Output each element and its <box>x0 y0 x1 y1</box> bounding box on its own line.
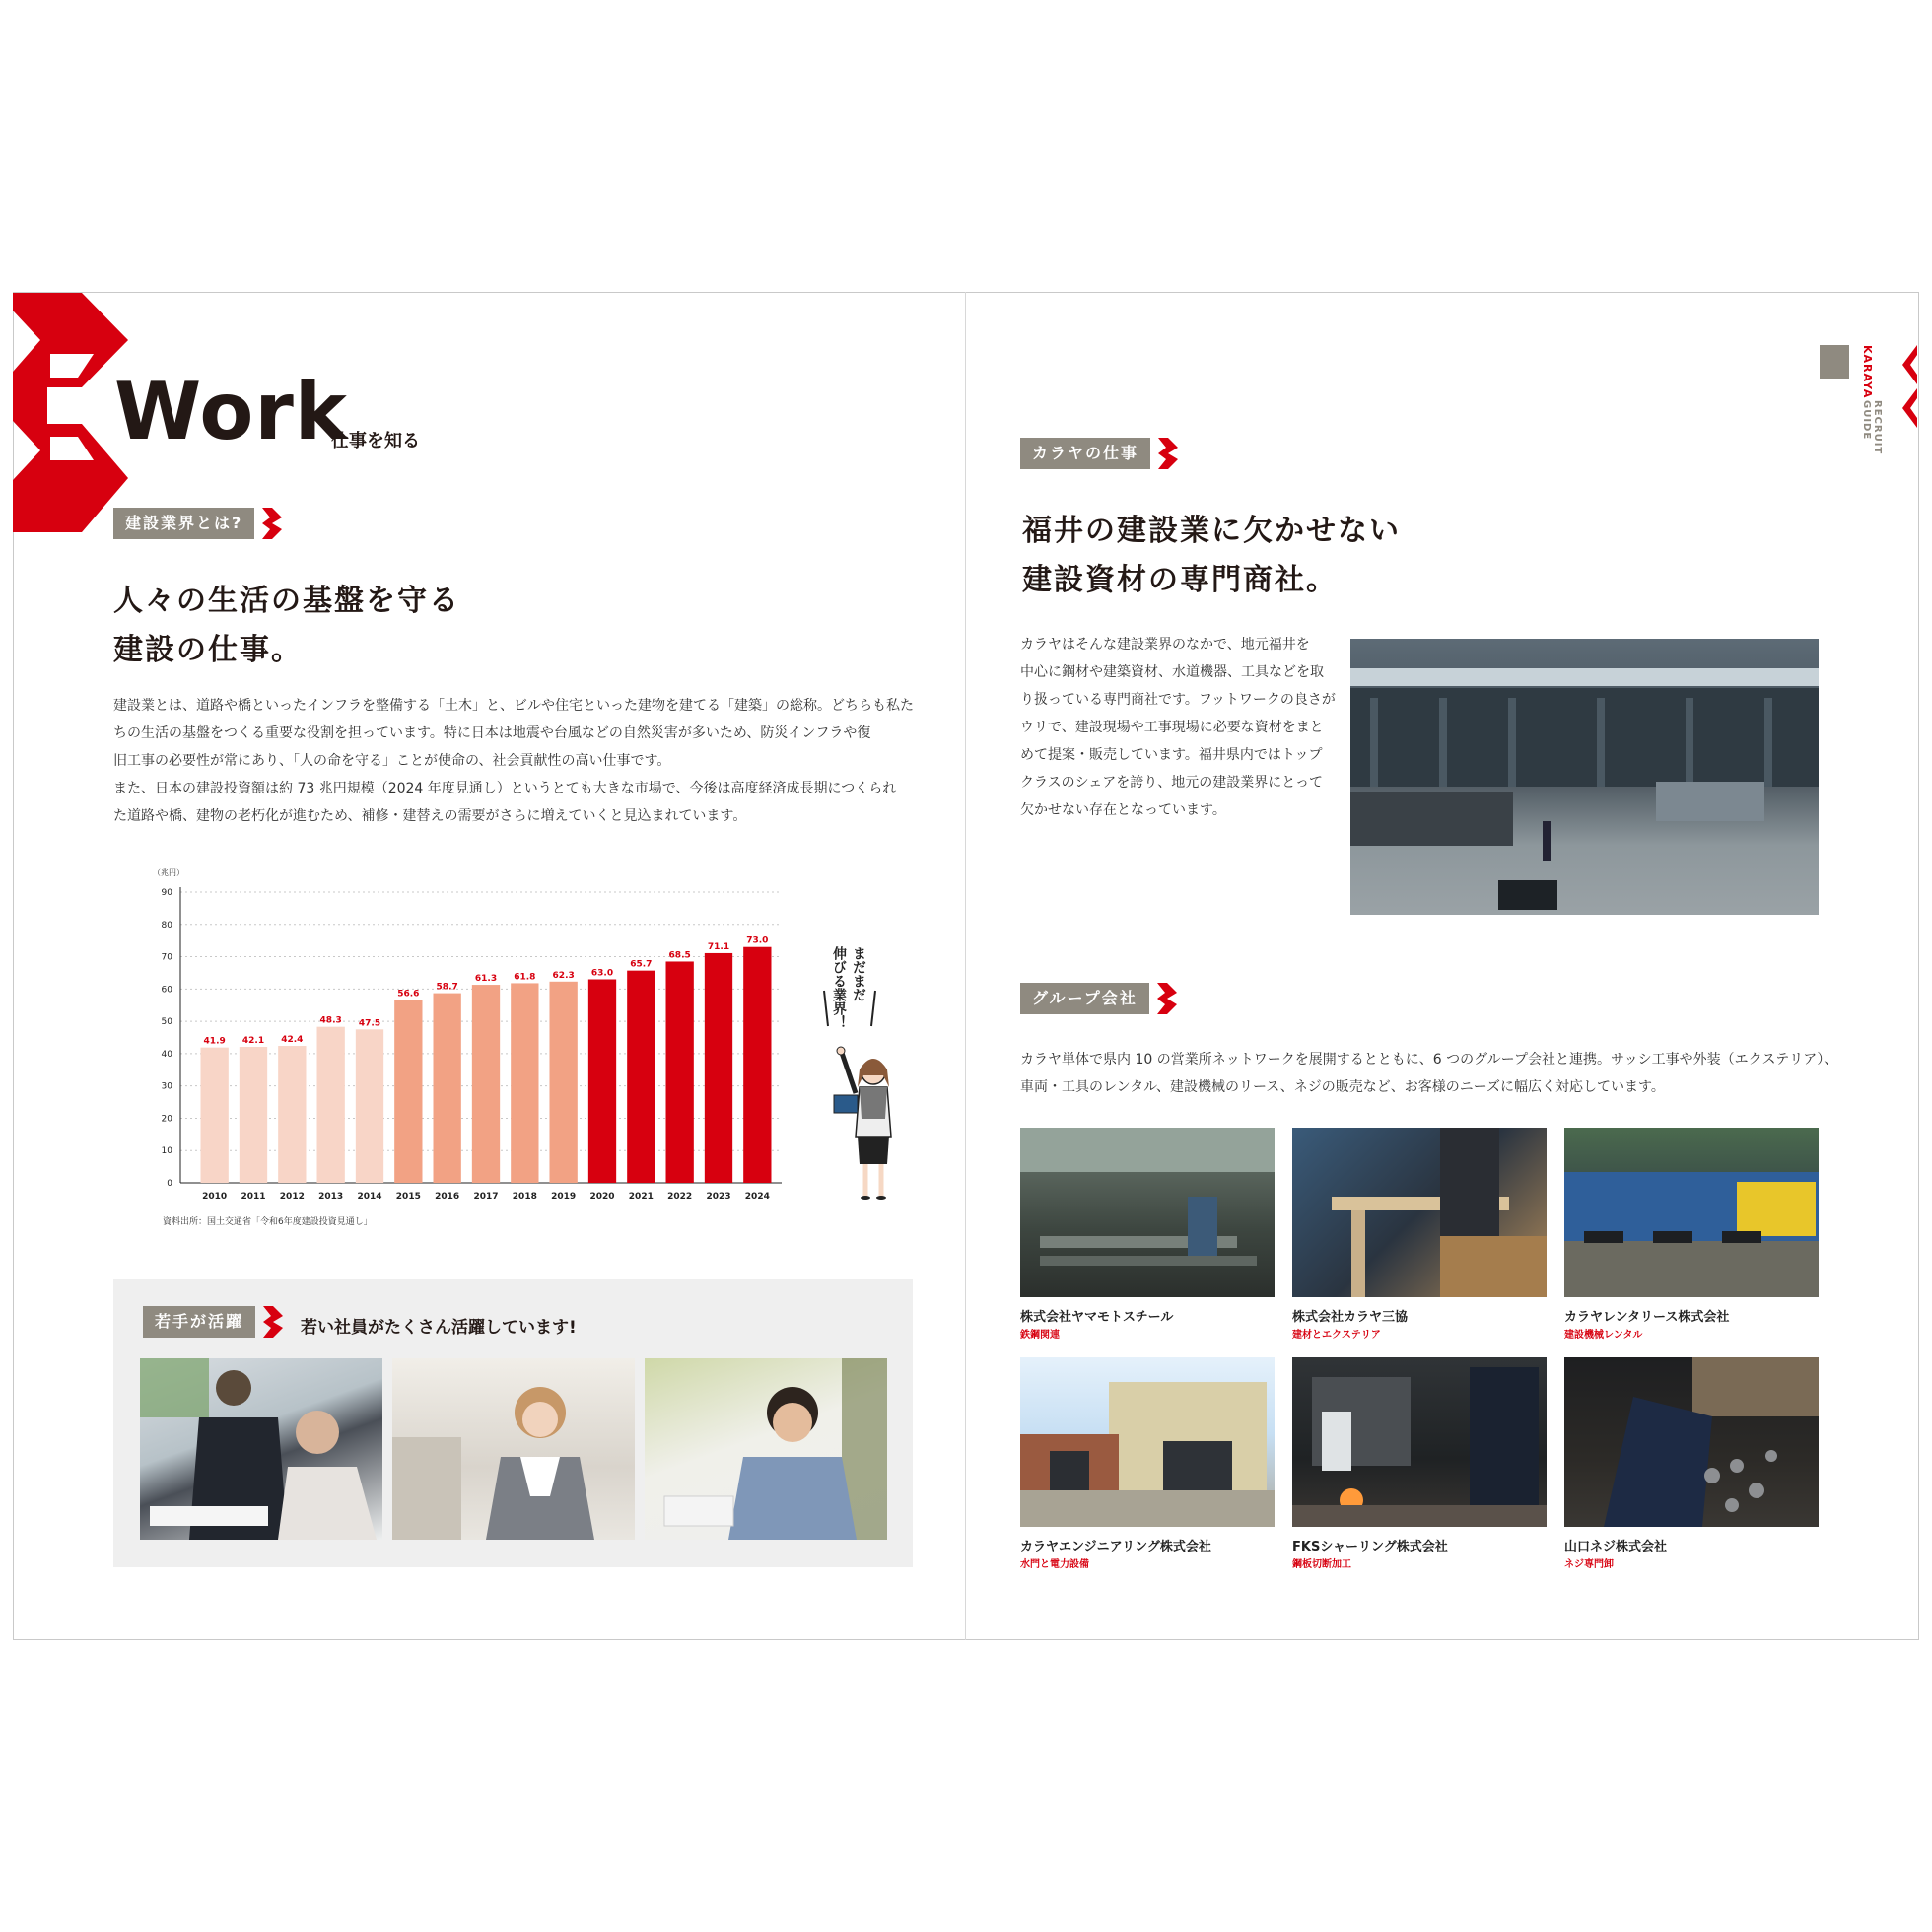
company-business: 建設機械レンタル <box>1564 1330 1643 1341</box>
group-body <box>1020 1046 1838 1101</box>
x-tick-label: 2020 <box>589 1192 615 1202</box>
x-tick-label: 2012 <box>279 1192 305 1202</box>
x-tick-label: 2018 <box>512 1192 537 1202</box>
heading-line: 建設資材の専門商社。 <box>1022 562 1338 597</box>
y-tick-label: 70 <box>161 952 172 963</box>
company-name: 株式会社カラヤ三協 <box>1292 1310 1409 1325</box>
chart-bar <box>666 961 694 1183</box>
x-tick-label: 2024 <box>744 1192 770 1202</box>
x-tick-label: 2019 <box>551 1192 577 1202</box>
chart-bar <box>550 982 578 1183</box>
photo-company-rentalease <box>1564 1128 1819 1297</box>
y-tick-label: 80 <box>161 920 172 931</box>
company-business: 建材とエクステリア <box>1292 1330 1381 1341</box>
photo-illustration <box>1564 1128 1819 1297</box>
photo-company-sankyo <box>1292 1128 1547 1297</box>
company-name: カラヤレンタリース株式会社 <box>1564 1310 1730 1325</box>
section-tag-karaya-work <box>1020 438 1178 469</box>
chart-bar <box>394 1000 422 1183</box>
x-tick-label: 2017 <box>473 1192 499 1202</box>
body-line: 車両・工具のレンタル、建設機械のリース、ネジの販売など、お客様のニーズに幅広く対応しています。 <box>1020 1079 1665 1095</box>
chart-bar <box>356 1029 383 1183</box>
chart-source: 資料出所：国土交通省「令和6年度建設投資見通し」 <box>163 1217 373 1227</box>
section-tag-label: カラヤの仕事 <box>1020 438 1150 469</box>
y-tick-label: 20 <box>161 1114 172 1125</box>
young-heading: 若い社員がたくさん活躍しています! <box>301 1318 577 1338</box>
chart-bar <box>743 947 771 1183</box>
chart-bar <box>627 971 655 1183</box>
photo-warehouse <box>1350 639 1819 915</box>
page-subtitle: 仕事を知る <box>331 431 420 451</box>
bar-value-label: 68.5 <box>668 950 691 961</box>
company-business: 水門と電力設備 <box>1020 1559 1089 1570</box>
chart-bar <box>240 1047 267 1183</box>
page-fold <box>965 292 966 1640</box>
chevron-mark-icon <box>263 1306 283 1338</box>
speech-line: まだまだ <box>851 946 866 1001</box>
side-chevron-icon <box>1902 345 1917 434</box>
section-tag-group <box>1020 983 1177 1014</box>
section-tag-label: グループ会社 <box>1020 983 1149 1014</box>
bar-value-label: 65.7 <box>630 959 653 970</box>
body-line: 旧工事の必要性が常にあり、「人の命を守る」ことが使命の、社会貢献性の高い仕事です。 <box>113 753 671 769</box>
section-tag-industry <box>113 508 282 539</box>
photo-illustration <box>645 1358 887 1540</box>
page-title: Work <box>114 366 349 457</box>
body-line: た道路や橋、建物の老朽化が進むため、補修・建替えの需要がさらに増えていくと見込まれています。 <box>113 808 747 824</box>
section-tag-label: 建設業界とは? <box>113 508 254 539</box>
chevron-mark-icon <box>1158 438 1178 469</box>
photo-illustration <box>392 1358 635 1540</box>
x-tick-label: 2015 <box>395 1192 421 1202</box>
body-line: カラヤ単体で県内 10 の営業所ネットワークを展開するとともに、6 つのグループ会社と連携。サッシ工事や外装（エクステリア）、 <box>1020 1052 1838 1068</box>
body-line: 欠かせない存在となっています。 <box>1020 802 1226 818</box>
chevron-mark-icon <box>262 508 282 539</box>
photo-illustration <box>1564 1357 1819 1527</box>
photo-company-yamamoto <box>1020 1128 1275 1297</box>
chart-bar <box>511 983 538 1183</box>
body-line: り扱っている専門商社です。フットワークの良さが <box>1020 692 1336 708</box>
investment-bar-chart <box>143 865 794 1240</box>
body-line: クラスのシェアを誇り、地元の建設業界にとって <box>1020 775 1324 791</box>
company-business: 鉄鋼関連 <box>1020 1330 1060 1341</box>
heading-line: 建設の仕事。 <box>113 632 303 667</box>
bar-value-label: 62.3 <box>552 970 575 981</box>
photo-illustration <box>1350 639 1819 915</box>
bar-value-label: 58.7 <box>436 982 458 993</box>
chart-bar <box>472 985 500 1183</box>
x-tick-label: 2016 <box>435 1192 460 1202</box>
industry-heading <box>113 577 460 674</box>
bar-value-label: 48.3 <box>319 1015 342 1026</box>
body-line: ウリで、建設現場や工事現場に必要な資材をまと <box>1020 720 1324 735</box>
x-tick-label: 2010 <box>202 1192 228 1202</box>
karaya-heading <box>1022 507 1401 604</box>
heading-line: 福井の建設業に欠かせない <box>1022 514 1401 548</box>
y-tick-label: 50 <box>161 1017 172 1028</box>
body-line: ちの生活の基盤をつくる重要な役割を担っています。特に日本は地震や台風などの自然災害が多いため、防災インフラや復 <box>113 725 871 741</box>
company-name: カラヤエンジニアリング株式会社 <box>1020 1540 1211 1554</box>
side-brand-block <box>1820 345 1849 379</box>
y-tick-label: 60 <box>161 985 172 996</box>
bar-value-label: 42.4 <box>281 1035 304 1046</box>
photo-illustration <box>1292 1357 1547 1527</box>
industry-body <box>113 692 922 830</box>
photo-illustration <box>1020 1357 1275 1527</box>
chart-bar <box>588 980 616 1184</box>
bar-value-label: 73.0 <box>746 935 769 946</box>
heading-line: 人々の生活の基盤を守る <box>113 584 460 618</box>
body-line: また、日本の建設投資額は約 73 兆円規模（2024 年度見通し）というとても大きな市場で、今後は高度経済成長期につくられ <box>113 781 897 796</box>
speech-text <box>820 946 879 1055</box>
photo-illustration <box>1020 1128 1275 1297</box>
chevron-mark-icon <box>1157 983 1177 1014</box>
y-tick-label: 0 <box>167 1179 172 1189</box>
side-brand: KARAYA <box>1861 345 1874 399</box>
chart-bar <box>278 1046 306 1183</box>
photo-office-man-phone <box>645 1358 887 1540</box>
x-tick-label: 2011 <box>241 1192 266 1202</box>
photo-company-fks <box>1292 1357 1547 1527</box>
photo-company-yamaguchi <box>1564 1357 1819 1527</box>
y-tick-label: 10 <box>161 1146 172 1157</box>
company-business: 鋼板切断加工 <box>1292 1559 1351 1570</box>
bar-value-label: 63.0 <box>590 968 614 979</box>
company-name: FKSシャーリング株式会社 <box>1292 1540 1448 1554</box>
bar-value-label: 61.3 <box>474 974 498 985</box>
x-tick-label: 2014 <box>357 1192 382 1202</box>
bar-value-label: 47.5 <box>358 1018 381 1029</box>
y-tick-label: 40 <box>161 1049 172 1060</box>
body-line: カラヤはそんな建設業界のなかで、地元福井を <box>1020 637 1310 653</box>
bar-value-label: 56.6 <box>397 989 420 1000</box>
photo-company-engineering <box>1020 1357 1275 1527</box>
body-line: 建設業とは、道路や橋といったインフラを整備する「土木」と、ビルや住宅といった建物を建てる「建築」の総称。どちらも私た <box>113 698 914 714</box>
company-name: 株式会社ヤマモトスチール <box>1020 1310 1174 1325</box>
photo-office-woman <box>392 1358 635 1540</box>
speech-line: 伸びる業界！ <box>831 946 847 1029</box>
photo-office-two-staff <box>140 1358 382 1540</box>
chart-bar <box>705 953 732 1183</box>
body-line: 中心に鋼材や建築資材、水道機器、工具などを取 <box>1020 664 1324 680</box>
section-tag-young <box>143 1306 283 1338</box>
side-guide-label: RECRUIT GUIDE <box>1861 400 1883 455</box>
bar-value-label: 42.1 <box>242 1036 265 1047</box>
y-tick-label: 90 <box>161 888 172 898</box>
photo-illustration <box>140 1358 382 1540</box>
chart-bar <box>434 994 461 1183</box>
x-tick-label: 2023 <box>706 1192 731 1202</box>
chart-bar <box>317 1027 345 1183</box>
x-tick-label: 2022 <box>667 1192 693 1202</box>
x-tick-label: 2021 <box>628 1192 654 1202</box>
company-name: 山口ネジ株式会社 <box>1564 1540 1668 1554</box>
bar-value-label: 41.9 <box>203 1036 226 1047</box>
y-tick-label: 30 <box>161 1081 172 1092</box>
chart-bar <box>201 1048 229 1183</box>
company-business: ネジ専門卸 <box>1564 1559 1614 1570</box>
karaya-body <box>1020 631 1346 824</box>
chart-unit-label: （兆円） <box>153 868 184 877</box>
bar-value-label: 61.8 <box>514 972 536 983</box>
x-tick-label: 2013 <box>318 1192 344 1202</box>
photo-illustration <box>1292 1128 1547 1297</box>
section-tag-label: 若手が活躍 <box>143 1306 255 1338</box>
bar-value-label: 71.1 <box>707 941 730 952</box>
body-line: めて提案・販売しています。福井県内ではトップ <box>1020 747 1323 763</box>
